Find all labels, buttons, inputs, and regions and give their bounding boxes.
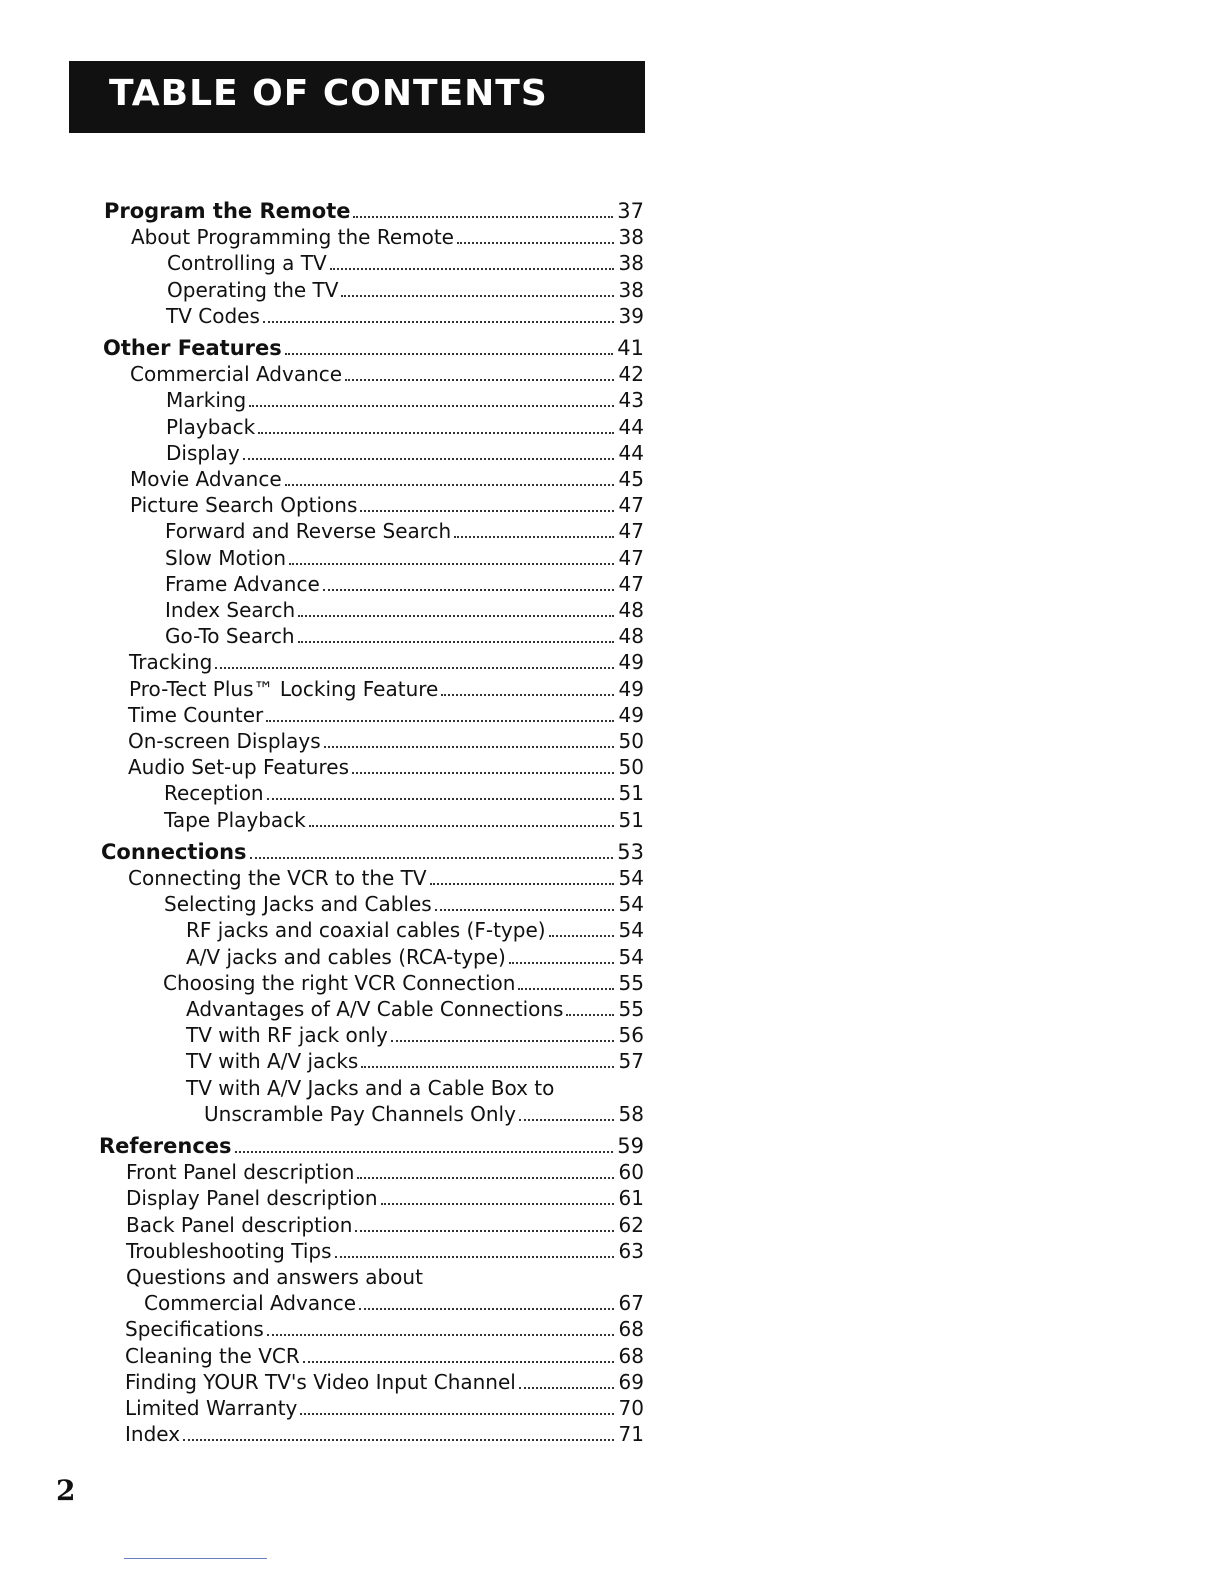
dot-leader (549, 933, 614, 937)
toc-entry[interactable] (167, 277, 644, 303)
toc-page-number: 54 (618, 866, 644, 890)
toc-entry-label: Program the Remote (104, 199, 351, 223)
toc-page-number: 47 (618, 545, 644, 570)
dot-leader (289, 561, 614, 565)
dot-leader (298, 639, 614, 643)
toc-entry-label: Tracking (129, 650, 213, 675)
dot-leader (519, 1117, 614, 1121)
dot-leader (263, 319, 614, 323)
toc-page-number: 51 (618, 781, 644, 806)
dot-leader (298, 613, 614, 617)
toc-entry-label: Picture Search Options (130, 493, 358, 518)
toc-page-number: 49 (618, 702, 644, 727)
toc-page-number: 39 (618, 303, 644, 328)
toc-entry-label: Questions and answers about (126, 1265, 423, 1289)
toc-page-number: 62 (618, 1212, 644, 1237)
toc-entry-label: Go-To Search (165, 624, 295, 649)
dot-leader (235, 1149, 614, 1153)
dot-leader (357, 1175, 614, 1179)
toc-page-number: 50 (618, 755, 644, 780)
toc-entry[interactable] (186, 996, 644, 1022)
toc-page-number: 56 (618, 1023, 644, 1048)
dot-leader (566, 1012, 614, 1016)
toc-entry-label: Display Panel description (126, 1186, 378, 1211)
dot-leader (359, 1306, 614, 1310)
toc-entry-label: Tape Playback (164, 807, 306, 832)
dot-leader (355, 1228, 614, 1232)
toc-entry[interactable] (165, 545, 644, 571)
toc-entry[interactable] (130, 492, 644, 518)
toc-page-number: 63 (618, 1238, 644, 1263)
toc-entry[interactable] (166, 387, 644, 413)
toc-page-number: 71 (618, 1422, 644, 1447)
toc-entry[interactable] (126, 1159, 644, 1185)
toc-page-number: 59 (617, 1134, 644, 1158)
dot-leader (323, 587, 614, 591)
toc-page-number: 47 (618, 493, 644, 518)
toc-page-number: 49 (618, 650, 644, 675)
toc-page-number: 48 (618, 624, 644, 649)
toc-entry-label: A/V jacks and cables (RCA-type) (186, 944, 506, 969)
toc-entry[interactable] (126, 1238, 644, 1264)
dot-leader (243, 456, 614, 460)
dot-leader (215, 665, 614, 669)
dot-leader (258, 430, 614, 434)
toc-entry[interactable] (129, 676, 644, 702)
toc-page-number: 69 (618, 1369, 644, 1394)
toc-entry[interactable] (166, 303, 644, 329)
toc-entry-label: Pro-Tect Plus™ Locking Feature (129, 676, 439, 701)
toc-page-number: 41 (617, 336, 644, 360)
dot-leader (266, 718, 614, 722)
dot-leader (430, 881, 614, 885)
toc-entry-label: Other Features (103, 336, 282, 360)
toc-page-number: 47 (618, 571, 644, 596)
toc-entry[interactable] (128, 728, 644, 754)
toc-entry-label: On-screen Displays (128, 729, 321, 753)
toc-entry[interactable] (128, 702, 644, 728)
toc-entry-label: Audio Set-up Features (128, 755, 349, 780)
toc-page-number: 38 (618, 277, 644, 302)
dot-leader (330, 266, 614, 270)
dot-leader (249, 403, 614, 407)
toc-entry[interactable] (164, 780, 644, 806)
toc-page-number: 42 (618, 362, 644, 387)
page-title: TABLE OF CONTENTS (109, 73, 548, 114)
dot-leader (361, 1064, 614, 1068)
dot-leader (352, 770, 614, 774)
dot-leader (518, 986, 614, 990)
toc-entry-label: TV with A/V jacks (186, 1049, 359, 1074)
toc-page-number: 67 (618, 1291, 644, 1316)
toc-page-number: 68 (618, 1343, 644, 1368)
dot-leader (183, 1437, 614, 1441)
toc-entry[interactable] (165, 597, 644, 623)
toc-page-number: 49 (618, 676, 644, 701)
toc-entry-label: Choosing the right VCR Connection (163, 970, 516, 995)
toc-entry-label: Frame Advance (165, 571, 320, 596)
toc-page-number: 38 (618, 251, 644, 276)
toc-page-number: 45 (618, 467, 644, 491)
toc-entry-label: Marking (166, 388, 247, 413)
toc-entry[interactable] (165, 623, 644, 649)
toc-entry-label: Forward and Reverse Search (165, 519, 452, 544)
dot-leader (335, 1254, 615, 1258)
dot-leader (519, 1385, 614, 1389)
toc-entry[interactable] (164, 807, 644, 833)
toc-entry-label: Finding YOUR TV's Video Input Channel (125, 1369, 516, 1394)
dot-leader (285, 351, 614, 355)
toc-entry[interactable] (130, 466, 644, 492)
toc-entry[interactable] (125, 1316, 644, 1342)
footer-rule (124, 1558, 267, 1559)
toc-page-number: 55 (618, 970, 644, 995)
toc-page-number: 68 (618, 1317, 644, 1342)
toc-page-number: 54 (618, 944, 644, 969)
toc-page-number: 61 (618, 1186, 644, 1211)
toc-entry-label: Controlling a TV (167, 251, 327, 276)
toc-entry[interactable] (126, 1185, 644, 1211)
toc-page-number: 70 (618, 1396, 644, 1420)
toc-page-number: 50 (618, 729, 644, 753)
toc-entry[interactable] (204, 1101, 644, 1127)
toc-entry[interactable] (165, 571, 644, 597)
dot-leader (267, 1332, 614, 1336)
toc-entry[interactable] (125, 1395, 644, 1421)
toc-page-number: 51 (618, 807, 644, 832)
toc-entry[interactable] (125, 1369, 644, 1395)
toc-entry-label: TV with A/V Jacks and a Cable Box to (186, 1075, 555, 1100)
toc-entry[interactable] (166, 414, 644, 440)
toc-entry[interactable] (129, 649, 644, 675)
toc-entry-label: References (99, 1134, 232, 1158)
toc-entry-label: Limited Warranty (125, 1396, 298, 1420)
dot-leader (309, 823, 614, 827)
toc-entry-label: Index (125, 1422, 181, 1447)
dot-leader (457, 240, 614, 244)
dot-leader (441, 692, 614, 696)
toc-entry[interactable] (125, 1421, 644, 1447)
dot-leader (267, 796, 614, 800)
toc-entry[interactable] (125, 1343, 644, 1369)
dot-leader (300, 1411, 614, 1415)
toc-page-number: 53 (617, 839, 644, 864)
toc-entry[interactable] (166, 440, 644, 466)
dot-leader (435, 907, 614, 911)
dot-leader (324, 744, 614, 748)
toc-entry-label: Cleaning the VCR (125, 1343, 300, 1368)
dot-leader (303, 1359, 614, 1363)
dot-leader (341, 293, 614, 297)
toc-page-number: 44 (618, 440, 644, 465)
dot-leader (353, 214, 613, 218)
toc-section[interactable] (104, 198, 644, 224)
toc-entry-label: Troubleshooting Tips (126, 1238, 332, 1263)
toc-page-number: 47 (618, 519, 644, 544)
dot-leader (391, 1038, 614, 1042)
toc-page-number: 43 (618, 388, 644, 413)
toc-entry[interactable] (128, 865, 644, 891)
toc-entry[interactable] (163, 970, 644, 996)
dot-leader (509, 960, 614, 964)
dot-leader (250, 855, 614, 859)
dot-leader (285, 482, 614, 486)
toc-entry[interactable] (186, 917, 644, 943)
toc-entry[interactable] (131, 224, 644, 250)
toc-entry[interactable] (167, 250, 644, 276)
toc-entry[interactable] (164, 891, 644, 917)
toc-page-number: 37 (617, 199, 644, 223)
toc-page-number: 48 (618, 598, 644, 622)
toc-entry-label: Specifications (125, 1317, 264, 1342)
toc-entry-label: About Programming the Remote (131, 225, 454, 250)
toc-entry-label: Slow Motion (165, 545, 287, 570)
toc-entry[interactable] (186, 944, 644, 970)
toc-entry[interactable] (128, 754, 644, 780)
toc-section[interactable] (103, 335, 644, 361)
dot-leader (345, 377, 614, 381)
toc-entry[interactable] (165, 518, 644, 544)
dot-leader (381, 1201, 614, 1205)
toc-entry-label: Selecting Jacks and Cables (164, 892, 432, 917)
toc-entry-label: TV with RF jack only (186, 1023, 388, 1048)
toc-page-number: 44 (618, 414, 644, 439)
toc-entry[interactable] (126, 1212, 644, 1238)
toc-page-number: 58 (618, 1101, 644, 1126)
toc-entry-label: Connections (101, 839, 247, 864)
toc-entry-label: Unscramble Pay Channels Only (204, 1101, 516, 1126)
toc-page-number: 57 (618, 1049, 644, 1074)
toc-entry-label: Front Panel description (126, 1160, 355, 1185)
toc-entry-label: Connecting the VCR to the TV (128, 866, 427, 890)
toc-page-number: 54 (618, 918, 644, 943)
toc-entry[interactable] (144, 1290, 644, 1316)
toc-entry-label: Time Counter (128, 702, 264, 727)
dot-leader (360, 508, 614, 512)
toc-entry[interactable] (186, 1048, 644, 1074)
toc-entry-label: Operating the TV (167, 277, 339, 302)
toc-entry-label: Commercial Advance (130, 362, 343, 387)
toc-entry-label: RF jacks and coaxial cables (F-type) (186, 918, 546, 943)
toc-entry-label: Reception (164, 781, 264, 806)
toc-entry[interactable] (186, 1022, 644, 1048)
toc-entry-label: Display (166, 440, 240, 465)
dot-leader (454, 534, 614, 538)
toc-entry-label: Advantages of A/V Cable Connections (186, 997, 564, 1021)
toc-entry-label: TV Codes (166, 303, 260, 328)
toc-entry-label: Playback (166, 414, 256, 439)
toc-page-number: 38 (618, 225, 644, 250)
toc-entry-label: Movie Advance (130, 467, 282, 491)
toc-page-number: 60 (618, 1160, 644, 1185)
toc-page-number: 55 (618, 997, 644, 1021)
toc-section[interactable] (99, 1133, 644, 1159)
toc-entry[interactable] (130, 361, 644, 387)
toc-entry-label: Back Panel description (126, 1212, 353, 1237)
toc-entry-label: Commercial Advance (144, 1291, 357, 1316)
toc-section[interactable] (101, 839, 644, 865)
page-number: 2 (56, 1474, 76, 1507)
toc-entry-label: Index Search (165, 598, 296, 622)
toc-page-number: 54 (618, 892, 644, 917)
